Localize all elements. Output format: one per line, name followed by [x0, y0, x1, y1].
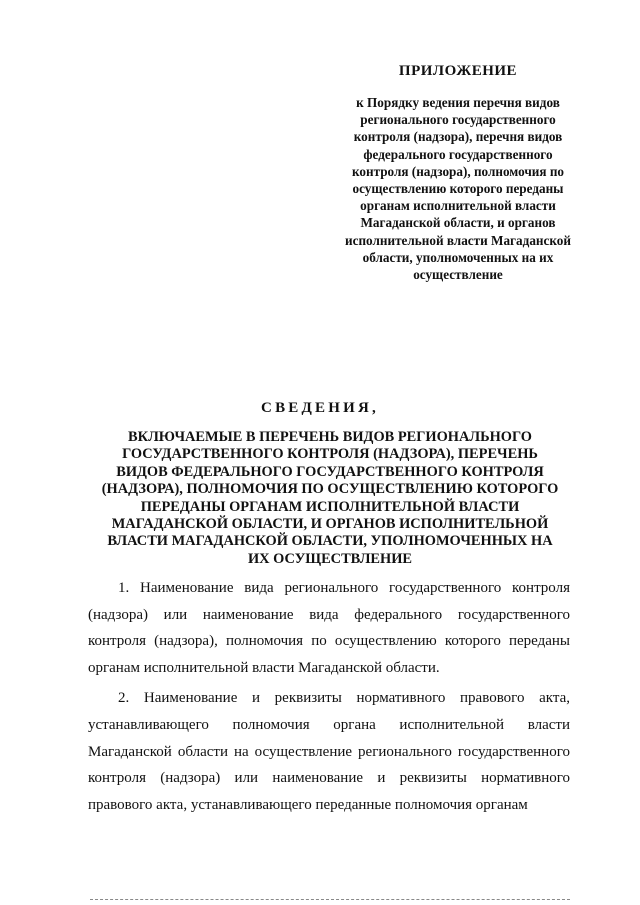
document-heading: ВКЛЮЧАЕМЫЕ В ПЕРЕЧЕНЬ ВИДОВ РЕГИОНАЛЬНОГО ГОСУДАРСТВЕННОГО КОНТРОЛЯ (НАДЗОРА), ПЕРЕЧЕНЬ ВИДОВ ФЕДЕРАЛЬНОГО ГОСУДАРСТВЕННОГО КОНТРОЛЯ (НАДЗОРА), ПОЛНОМОЧИЯ ПО ОСУЩЕСТВЛЕНИЮ КОТОРОГО ПЕРЕДАНЫ ОРГАНАМ ИСПОЛНИТЕЛЬНОЙ ВЛАСТИ МАГАДАНСКОЙ ОБЛАСТИ, И ОРГАНОВ ИСПОЛНИТЕЛЬНОЙ ВЛАСТИ МАГАДАНСКОЙ ОБЛАСТИ, УПОЛНОМОЧЕННЫХ НА ИХ ОСУЩЕСТВЛЕНИЕ	[101, 429, 559, 567]
appendix-title: ПРИЛОЖЕНИЕ	[398, 63, 518, 79]
paragraph-2: 2. Наименование и реквизиты нормативного правового акта, устанавливающего полномочия органа исполнительной власти Магаданской области на осуществление регионального государственного контроля (надзора) или наименование и реквизиты нормативного правового акта, устанавливающего переданные полномочия органам	[88, 690, 570, 813]
appendix-block	[338, 63, 578, 283]
appendix-subtitle: к Порядку ведения перечня видов регионального государственного контроля (надзора), перечня видов федерального государственного контроля (надзора), полномочия по осуществлению которого переданы органам исполнительной власти Магаданской области, и органов исполнительной власти Магаданской области, уполномоченных на их осуществление	[345, 95, 571, 283]
scan-edge-divider	[90, 899, 570, 901]
paragraph-1: 1. Наименование вида регионального государственного контроля (надзора) или наименование вида федерального государственного контроля (надзора), полномочия по осуществлению которого переданы органам исполнительной власти Магаданской области.	[88, 580, 570, 676]
document-title: СВЕДЕНИЯ,	[261, 400, 379, 416]
document-body	[88, 575, 570, 822]
